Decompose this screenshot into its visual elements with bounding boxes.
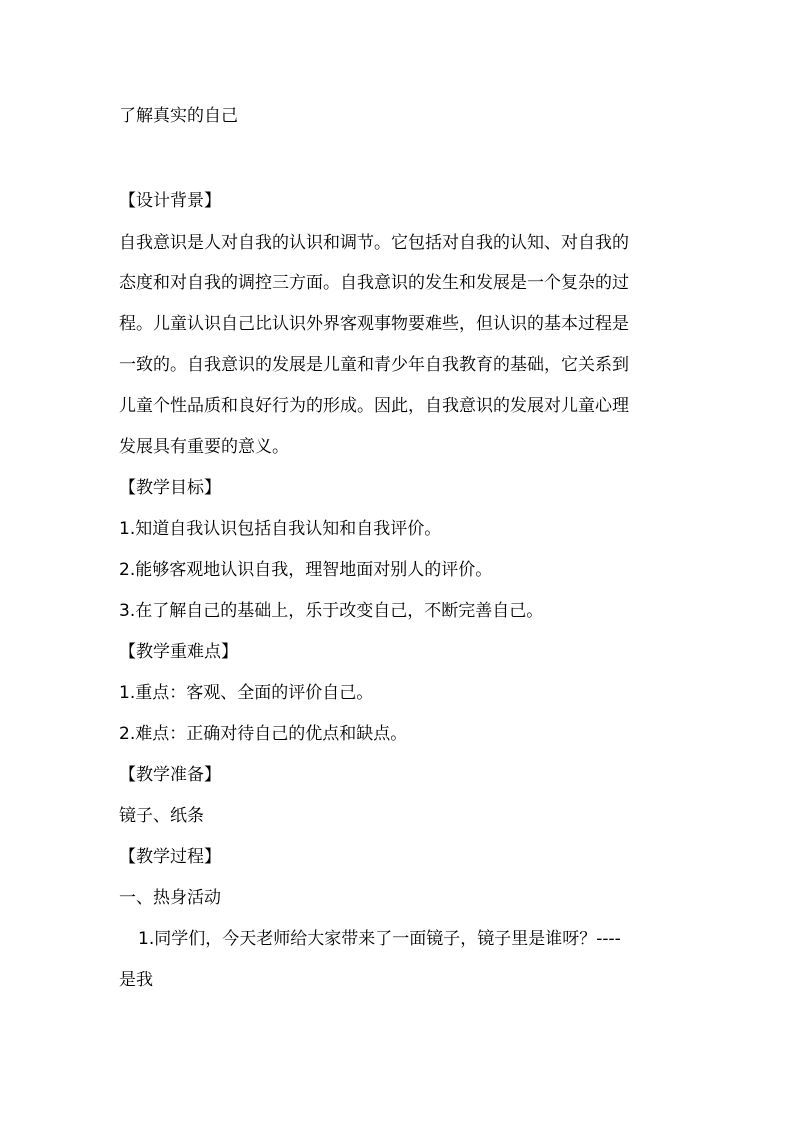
paragraph-line: 一致的。自我意识的发展是儿童和青少年自我教育的基础，它关系到 xyxy=(119,355,629,375)
paragraph-line: 儿童个性品质和良好行为的形成。因此，自我意识的发展对儿童心理 xyxy=(119,396,629,416)
goal-item: 1.知道自我认识包括自我认知和自我评价。 xyxy=(119,519,442,539)
document-title: 了解真实的自己 xyxy=(119,106,238,126)
section-heading-key-points: 【教学重难点】 xyxy=(119,642,238,662)
section-heading-background: 【设计背景】 xyxy=(119,191,221,211)
preparation-content: 镜子、纸条 xyxy=(119,806,204,826)
section-heading-goals: 【教学目标】 xyxy=(119,478,221,498)
section-heading-process: 【教学过程】 xyxy=(119,847,221,867)
goal-item: 3.在了解自己的基础上，乐于改变自己，不断完善自己。 xyxy=(119,601,544,621)
process-step-heading: 一、热身活动 xyxy=(119,888,221,908)
process-step-line: 1.同学们，今天老师给大家带来了一面镜子，镜子里是谁呀？---- xyxy=(138,929,621,949)
key-point-item: 2.难点：正确对待自己的优点和缺点。 xyxy=(119,724,408,744)
section-heading-preparation: 【教学准备】 xyxy=(119,765,221,785)
paragraph-line: 态度和对自我的调控三方面。自我意识的发生和发展是一个复杂的过 xyxy=(119,273,629,293)
process-step-line: 是我 xyxy=(119,970,153,990)
goal-item: 2.能够客观地认识自我，理智地面对别人的评价。 xyxy=(119,560,493,580)
paragraph-line: 程。儿童认识自己比认识外界客观事物要难些，但认识的基本过程是 xyxy=(119,314,629,334)
paragraph-line: 自我意识是人对自我的认识和调节。它包括对自我的认知、对自我的 xyxy=(119,233,629,253)
key-point-item: 1.重点：客观、全面的评价自己。 xyxy=(119,683,374,703)
paragraph-line: 发展具有重要的意义。 xyxy=(119,437,289,457)
